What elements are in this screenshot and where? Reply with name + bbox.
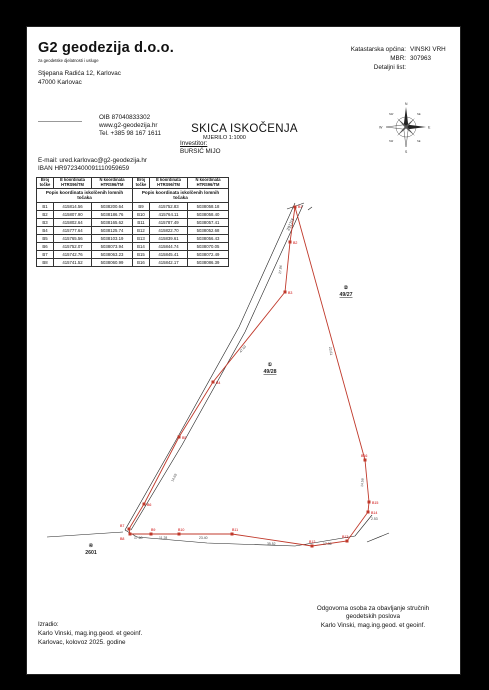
- company-street: Stjepana Radića 12, Karlovac: [38, 70, 121, 77]
- compass-nw: NW: [389, 113, 394, 116]
- popis-heading: Popis koordinata iskolčenih lomnih točaka: [37, 188, 133, 202]
- company-name: G2 geodezija d.o.o.: [38, 40, 174, 56]
- distance-9: 47.03: [238, 344, 248, 354]
- n-coordinate-cell: 5038073.94: [92, 243, 133, 251]
- label-b14: B14: [371, 511, 378, 515]
- point-b9: [150, 533, 153, 536]
- point-id-cell: B11: [133, 218, 150, 226]
- point-id-cell: B16: [133, 259, 150, 267]
- n-coordinate-cell: 5038058.18: [188, 202, 229, 210]
- investor-name: BURSIĆ MIJO: [180, 148, 221, 155]
- point-id-cell: B8: [37, 259, 54, 267]
- point-id-cell: B4: [37, 226, 54, 234]
- point-id-cell: B13: [133, 234, 150, 242]
- road-edge-inner: [131, 205, 303, 530]
- point-id-cell: B7: [37, 251, 54, 259]
- distance-1: 17.60: [134, 536, 143, 540]
- n-coordinate-cell: 5038086.39: [188, 259, 229, 267]
- company-subtitle: za geodetske djelatnosti i usluge: [38, 58, 99, 63]
- author: Karlo Vinski, mag.ing.geod. et geoinf.: [38, 630, 143, 637]
- n-coordinate-cell: 5038103.19: [92, 234, 133, 242]
- e-coordinate-cell: 415802.64: [54, 218, 92, 226]
- investor-label: Investitor:: [180, 140, 208, 147]
- e-coordinate-cell: 415742.76: [54, 251, 92, 259]
- distance-3: 23.40: [199, 536, 208, 540]
- distance-8: 23.61: [328, 346, 334, 356]
- col-header-broj-2: Broj točke: [133, 178, 150, 189]
- point-id-cell: B12: [133, 226, 150, 234]
- point-b16: [364, 459, 367, 462]
- point-id-cell: B2: [37, 210, 54, 218]
- stakeout-boundary: [129, 207, 369, 546]
- distance-2: 11.28: [159, 536, 168, 540]
- compass-e: E: [428, 125, 431, 130]
- popis-heading-2: Popis koordinata iskolčenih lomnih točaka: [133, 188, 229, 202]
- distance-11: 27.84: [278, 265, 283, 275]
- label-b8: B8: [120, 537, 125, 541]
- label-b6: B6: [147, 503, 152, 507]
- n-coordinate-cell: 5038057.41: [188, 218, 229, 226]
- oib: OIB 87040833302: [99, 114, 151, 121]
- distance-7: 14.58: [360, 478, 365, 488]
- detaljni-label: Detaljni list:: [373, 64, 406, 71]
- n-coordinate-cell: 5038070.05: [188, 243, 229, 251]
- point-b6: [143, 503, 146, 506]
- point-b2: [289, 241, 292, 244]
- boundary-points: [128, 206, 371, 548]
- n-coordinate-cell: 5038125.74: [92, 226, 133, 234]
- n-coordinate-cell: 5038056.43: [188, 234, 229, 242]
- survey-map: [27, 27, 462, 676]
- parcel-1-number: 49/28: [263, 369, 277, 375]
- compass-sw: SW: [389, 140, 394, 143]
- katastarska-label: Katastarska općina:: [350, 46, 406, 53]
- label-b4: B4: [216, 381, 221, 385]
- parcel-4-symbol: ④: [88, 543, 94, 549]
- point-id-cell: B14: [133, 243, 150, 251]
- e-coordinate-cell: 415765.56: [54, 234, 92, 242]
- page-title: SKICA ISKOČENJA: [191, 123, 298, 135]
- parcel-2-number: 49/27: [339, 292, 353, 298]
- label-b15: B15: [372, 501, 379, 505]
- e-coordinate-cell: 415777.64: [54, 226, 92, 234]
- email: E-mail: ured.karlovac@g2-geodezija.hr: [38, 157, 147, 164]
- point-b5: [178, 436, 181, 439]
- point-b12: [311, 545, 314, 548]
- iban: IBAN HR9723400091110959659: [38, 165, 130, 172]
- n-coordinate-cell: 5038063.23: [92, 251, 133, 259]
- point-b15: [368, 501, 371, 504]
- label-b11: B11: [232, 528, 239, 532]
- distance-4: 35.52: [267, 542, 276, 546]
- label-b10: B10: [178, 528, 185, 532]
- n-coordinate-cell: 5038058.40: [188, 210, 229, 218]
- e-coordinate-cell: 415822.70: [150, 226, 188, 234]
- distance-5: 17.36: [323, 542, 332, 546]
- point-b14: [367, 511, 370, 514]
- responsible-name: Karlo Vinski, mag.ing.geod. et geoinf.: [320, 622, 426, 629]
- compass-s: S: [404, 150, 408, 154]
- website: www.g2-geodezija.hr: [99, 122, 158, 129]
- col-header-n: N koordinata HTRS96/TM: [92, 178, 133, 189]
- e-coordinate-cell: 415844.74: [150, 243, 188, 251]
- point-b1: [294, 206, 297, 209]
- izradio-label: Izradio:: [38, 621, 59, 628]
- compass-se: SE: [417, 140, 421, 143]
- katastarska-value: VINSKI VRH: [410, 46, 446, 53]
- e-coordinate-cell: 415807.90: [54, 210, 92, 218]
- point-id-cell: B1: [37, 202, 54, 210]
- label-b3: B3: [288, 291, 293, 295]
- compass-rose-icon: [379, 102, 431, 154]
- phone: Tel. +385 98 167 1611: [99, 130, 162, 137]
- parcel-south-boundary: [125, 515, 372, 546]
- point-b10: [178, 533, 181, 536]
- n-coordinate-cell: 5038052.68: [188, 226, 229, 234]
- point-b4: [212, 381, 215, 384]
- point-b8: [129, 533, 132, 536]
- point-id-cell: B15: [133, 251, 150, 259]
- survey-sheet: [26, 26, 461, 675]
- point-id-cell: B6: [37, 243, 54, 251]
- e-coordinate-cell: 415845.41: [150, 251, 188, 259]
- e-coordinate-cell: 415752.07: [54, 243, 92, 251]
- parcel-2-symbol: ②: [343, 285, 349, 291]
- compass-ne: NE: [417, 113, 421, 116]
- road-lines: [47, 203, 389, 546]
- mbr-value: 307963: [410, 55, 432, 62]
- parcel-4-number: 2601: [85, 550, 97, 556]
- e-coordinate-cell: 415842.17: [150, 259, 188, 267]
- point-id-cell: B3: [37, 218, 54, 226]
- n-coordinate-cell: 5038165.62: [92, 218, 133, 226]
- point-b7: [128, 528, 131, 531]
- compass-w: W: [379, 125, 383, 130]
- e-coordinate-cell: 415839.61: [150, 234, 188, 242]
- e-coordinate-cell: 415814.56: [54, 202, 92, 210]
- distance-6: 2.53: [371, 517, 378, 521]
- label-b12: B12: [309, 540, 316, 544]
- e-coordinate-cell: 415741.52: [54, 259, 92, 267]
- label-b5: B5: [182, 436, 187, 440]
- n-coordinate-cell: 5038186.76: [92, 210, 133, 218]
- point-id-cell: B10: [133, 210, 150, 218]
- point-b3: [284, 291, 287, 294]
- col-header-n-2: N koordinata HTRS96/TM: [188, 178, 229, 189]
- parcel-west-boundary: [47, 532, 123, 537]
- responsible-line-2: geodetskih poslova: [346, 613, 400, 620]
- n-coordinate-cell: 5038072.49: [188, 251, 229, 259]
- col-header-e-2: E koordinata HTRS96/TM: [150, 178, 188, 189]
- label-b13: B13: [342, 535, 349, 539]
- label-b9: B9: [151, 528, 156, 532]
- e-coordinate-cell: 415752.83: [150, 202, 188, 210]
- point-id-cell: B5: [37, 234, 54, 242]
- road-label: 2917/3: [285, 217, 296, 232]
- scale: MJERILO 1:1000: [203, 135, 246, 141]
- company-city: 47000 Karlovac: [38, 79, 82, 86]
- label-b7: B7: [120, 524, 125, 528]
- label-b2: B2: [293, 241, 298, 245]
- point-id-cell: B9: [133, 202, 150, 210]
- road-tick: [308, 207, 312, 210]
- label-b1: B1: [298, 205, 303, 209]
- point-b11: [231, 533, 234, 536]
- mbr-label: MBR:: [390, 55, 406, 62]
- responsible-line-1: Odgovorna osoba za obavljanje stručnih: [316, 605, 430, 612]
- n-coordinate-cell: 5038060.99: [92, 259, 133, 267]
- label-b16: B16: [361, 454, 368, 458]
- place-date: Karlovac, kolovoz 2025. godine: [38, 639, 126, 646]
- point-b13: [346, 540, 349, 543]
- n-coordinate-cell: 5038200.64: [92, 202, 133, 210]
- parcel-1-symbol: ①: [267, 362, 273, 368]
- e-coordinate-cell: 415787.49: [150, 218, 188, 226]
- distance-10: 14.69: [170, 473, 178, 483]
- parcel-east-tail: [367, 533, 389, 542]
- compass-n: N: [404, 102, 408, 106]
- e-coordinate-cell: 415764.11: [150, 210, 188, 218]
- col-header-e: E koordinata HTRS96/TM: [54, 178, 92, 189]
- col-header-broj: Broj točke: [37, 178, 54, 189]
